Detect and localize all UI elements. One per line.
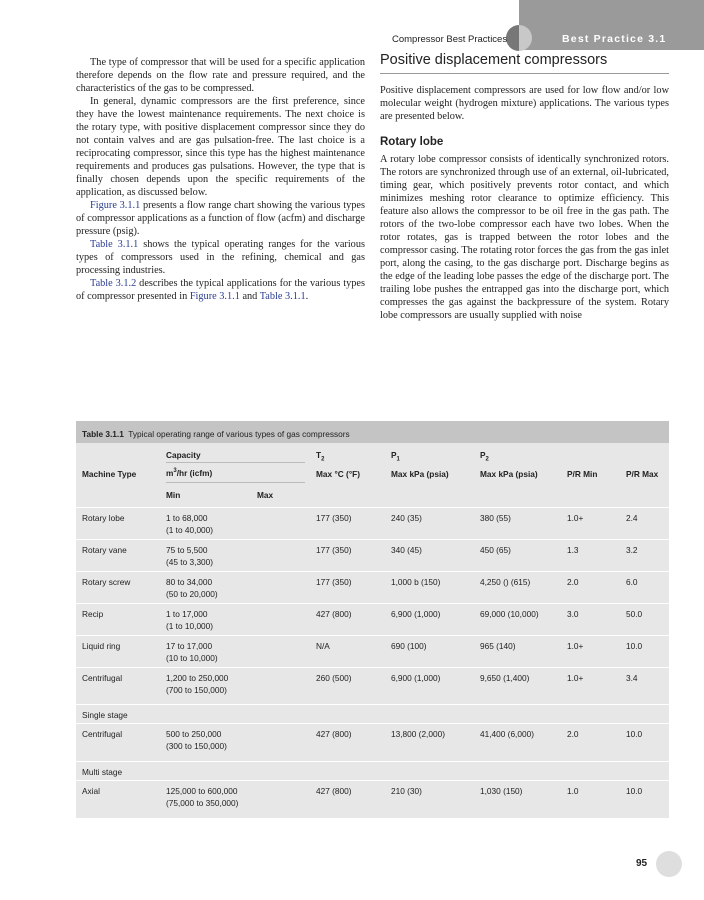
operating-range-table bbox=[76, 421, 669, 818]
cell-machine-type: Multi stage bbox=[82, 767, 123, 777]
cell-p2: 450 (65) bbox=[480, 545, 511, 555]
row-divider bbox=[76, 780, 669, 781]
cell-pr-max: 10.0 bbox=[626, 786, 643, 796]
row-divider bbox=[76, 603, 669, 604]
header-t2-unit: Max °C (°F) bbox=[316, 469, 360, 479]
cell-capacity: 80 to 34,000 bbox=[166, 577, 213, 587]
cell-capacity: 1 to 68,000 bbox=[166, 513, 208, 523]
cell-capacity: 125,000 to 600,000 bbox=[166, 786, 238, 796]
book-title: Compressor Best Practices bbox=[392, 34, 508, 45]
cell-capacity-icfm: (1 to 10,000) bbox=[166, 621, 214, 631]
row-divider bbox=[76, 667, 669, 668]
cell-p1: 690 (100) bbox=[391, 641, 427, 651]
cell-t2: 177 (350) bbox=[316, 513, 352, 523]
table-link[interactable]: Table 3.1.2 bbox=[90, 278, 137, 289]
cell-capacity: 1,200 to 250,000 bbox=[166, 673, 229, 683]
cell-p1: 13,800 (2,000) bbox=[391, 729, 445, 739]
header-machine-type: Machine Type bbox=[82, 469, 137, 479]
cell-p2: 9,650 (1,400) bbox=[480, 673, 530, 683]
row-divider bbox=[76, 635, 669, 636]
header-rule bbox=[166, 462, 305, 463]
header-p2: $P_2$ bbox=[480, 450, 489, 463]
row-divider bbox=[76, 571, 669, 572]
section-label: Best Practice 3.1 bbox=[562, 33, 667, 45]
left-column bbox=[76, 56, 365, 303]
cell-capacity: 17 to 17,000 bbox=[166, 641, 213, 651]
header-min: Min bbox=[166, 490, 181, 500]
cell-capacity-icfm: (75,000 to 350,000) bbox=[166, 798, 239, 808]
cell-pr-max: 3.2 bbox=[626, 545, 638, 555]
cell-pr-min: 1.0 bbox=[567, 786, 579, 796]
paragraph-text: . bbox=[305, 291, 309, 302]
cell-pr-min: 1.0+ bbox=[567, 513, 584, 523]
cell-machine-type: Rotary screw bbox=[82, 577, 131, 587]
cell-capacity: 500 to 250,000 bbox=[166, 729, 222, 739]
cell-t2: 260 (500) bbox=[316, 673, 352, 683]
header-p1-unit: Max kPa (psia) bbox=[391, 469, 449, 479]
header-p2-unit: Max kPa (psia) bbox=[480, 469, 538, 479]
paragraph: The type of compressor that will be used for a specific application therefore depends on the flow rate and pressure required, and the characteristics of the gas to be compressed. bbox=[76, 57, 365, 94]
cell-machine-type: Single stage bbox=[82, 710, 128, 720]
cell-capacity: 1 to 17,000 bbox=[166, 609, 208, 619]
row-divider bbox=[76, 539, 669, 540]
cell-capacity-icfm: (50 to 20,000) bbox=[166, 589, 218, 599]
paragraph bbox=[76, 238, 365, 277]
cell-machine-type: Rotary lobe bbox=[82, 513, 125, 523]
cell-capacity-icfm: (1 to 40,000) bbox=[166, 525, 214, 535]
paragraph bbox=[76, 277, 365, 303]
cell-p2: 965 (140) bbox=[480, 641, 516, 651]
cell-pr-min: 1.0+ bbox=[567, 673, 584, 683]
table-link[interactable]: Table 3.1.1 bbox=[259, 291, 306, 302]
row-divider bbox=[76, 761, 669, 762]
cell-t2: 427 (800) bbox=[316, 729, 352, 739]
header-max: Max bbox=[257, 490, 274, 500]
cell-pr-max: 10.0 bbox=[626, 729, 643, 739]
header-rule bbox=[166, 482, 305, 483]
cell-pr-min: 1.0+ bbox=[567, 641, 584, 651]
paragraph-text: describes the typical applications for the various types of compressor presented in bbox=[76, 278, 365, 302]
row-divider bbox=[76, 507, 669, 508]
cell-p1: 6,900 (1,000) bbox=[391, 609, 441, 619]
header-t2: $T_2$ bbox=[316, 450, 325, 463]
cell-pr-min: 3.0 bbox=[567, 609, 579, 619]
header-capacity-unit: $m^3/hr$ (icfm) bbox=[166, 468, 213, 478]
figure-link[interactable]: Figure 3.1.1 bbox=[189, 291, 240, 302]
header-p1: $P_1$ bbox=[391, 450, 400, 463]
cell-p1: 210 (30) bbox=[391, 786, 422, 796]
subsection-title: Rotary lobe bbox=[380, 136, 444, 148]
cell-pr-max: 2.4 bbox=[626, 513, 638, 523]
cell-pr-max: 50.0 bbox=[626, 609, 643, 619]
table-caption-text: Typical operating range of various types of gas compressors bbox=[128, 429, 350, 439]
paragraph: In general, dynamic compressors are the first preference, since they have the lowest maintenance requirements. The next choice is the rotary type, with positive displacement compressor since they do not contain valves and are gas pulsation-free. The last choice is a reciprocating compressor, since this type has the highest maintenance requirements and produces gas pulsations. However, the type that is finally chosen depends upon the specific requirements of the application, as discussed below. bbox=[76, 96, 365, 198]
paragraph-text: presents a flow range chart showing the various types of compressor applications as a function of flow (acfm) and discharge pressure (psig). bbox=[76, 200, 365, 237]
cell-capacity-icfm: (10 to 10,000) bbox=[166, 653, 218, 663]
cell-machine-type: Liquid ring bbox=[82, 641, 121, 651]
intro-paragraph: Positive displacement compressors are used for low flow and/or low molecular weight (hydrogen mixture) applications. The various types are presented below. bbox=[380, 85, 669, 122]
cell-pr-min: 2.0 bbox=[567, 577, 579, 587]
cell-pr-min: 1.3 bbox=[567, 545, 579, 555]
table-link[interactable]: Table 3.1.1 bbox=[90, 239, 139, 250]
cell-p2: 69,000 (10,000) bbox=[480, 609, 539, 619]
header-pr-max: P/R Max bbox=[626, 469, 659, 479]
cell-t2: N/A bbox=[316, 641, 330, 651]
header-pr-min: P/R Min bbox=[567, 469, 598, 479]
cell-capacity-icfm: (45 to 3,300) bbox=[166, 557, 214, 567]
cell-machine-type: Centrifugal bbox=[82, 729, 123, 739]
right-column bbox=[380, 54, 669, 361]
cell-machine-type: Rotary vane bbox=[82, 545, 127, 555]
cell-p2: 1,030 (150) bbox=[480, 786, 523, 796]
rotary-lobe-paragraph: A rotary lobe compressor consists of identically synchronized rotors. The rotors are synchronized through use of an external, oil-lubricated, timing gear, which positively prevents rotor contact, and which minimizes meshing rotor clearance to optimize efficiency. This feature also allows the compressor to be oil free in the gas path. The rotors of the two-lobe compressor each have two lobes. When the rotor rotates, gas is trapped between the rotor lobes and the compressor casing. The rotating rotor forces the gas from the gas inlet port, along the casing, to the gas discharge port. Discharge begins as the edge of the leading lobe passes the edge of the discharge port. The trailing lobe pushes the entrapped gas into the discharge port, which compresses the gas against the backpressure of the system. Rotary lobe compressors are usually supplied with noise bbox=[380, 154, 669, 321]
cell-machine-type: Recip bbox=[82, 609, 104, 619]
cell-t2: 427 (800) bbox=[316, 609, 352, 619]
cell-p2: 380 (55) bbox=[480, 513, 511, 523]
cell-t2: 177 (350) bbox=[316, 577, 352, 587]
cell-pr-max: 3.4 bbox=[626, 673, 638, 683]
row-divider bbox=[76, 723, 669, 724]
cell-pr-min: 2.0 bbox=[567, 729, 579, 739]
header-capacity: Capacity bbox=[166, 450, 201, 460]
cell-p1: 1,000 b (150) bbox=[391, 577, 441, 587]
cell-p1: 6,900 (1,000) bbox=[391, 673, 441, 683]
cell-pr-max: 10.0 bbox=[626, 641, 643, 651]
cell-machine-type: Centrifugal bbox=[82, 673, 123, 683]
cell-capacity: 75 to 5,500 bbox=[166, 545, 208, 555]
cell-capacity-icfm: (300 to 150,000) bbox=[166, 741, 227, 751]
figure-link[interactable]: Figure 3.1.1 bbox=[90, 200, 141, 211]
cell-p1: 240 (35) bbox=[391, 513, 422, 523]
cell-t2: 177 (350) bbox=[316, 545, 352, 555]
cell-p2: 41,400 (6,000) bbox=[480, 729, 534, 739]
table-caption-label: Table 3.1.1 bbox=[82, 429, 124, 439]
row-divider bbox=[76, 704, 669, 705]
cell-p2: 4,250 () (615) bbox=[480, 577, 531, 587]
cell-pr-max: 6.0 bbox=[626, 577, 638, 587]
paragraph-text: shows the typical operating ranges for the various types of compressors used in the refining, chemical and gas processing industries. bbox=[76, 239, 365, 276]
cell-capacity-icfm: (700 to 150,000) bbox=[166, 685, 227, 695]
cell-machine-type: Axial bbox=[82, 786, 100, 796]
page-number: 95 bbox=[636, 858, 648, 869]
paragraph bbox=[76, 199, 365, 238]
page-corner-circle bbox=[656, 851, 682, 877]
cell-p1: 340 (45) bbox=[391, 545, 422, 555]
header-tab-circle bbox=[506, 25, 532, 51]
table-caption bbox=[76, 421, 669, 443]
cell-t2: 427 (800) bbox=[316, 786, 352, 796]
paragraph-text: and bbox=[239, 291, 260, 302]
section-title: Positive displacement compressors bbox=[380, 54, 669, 74]
